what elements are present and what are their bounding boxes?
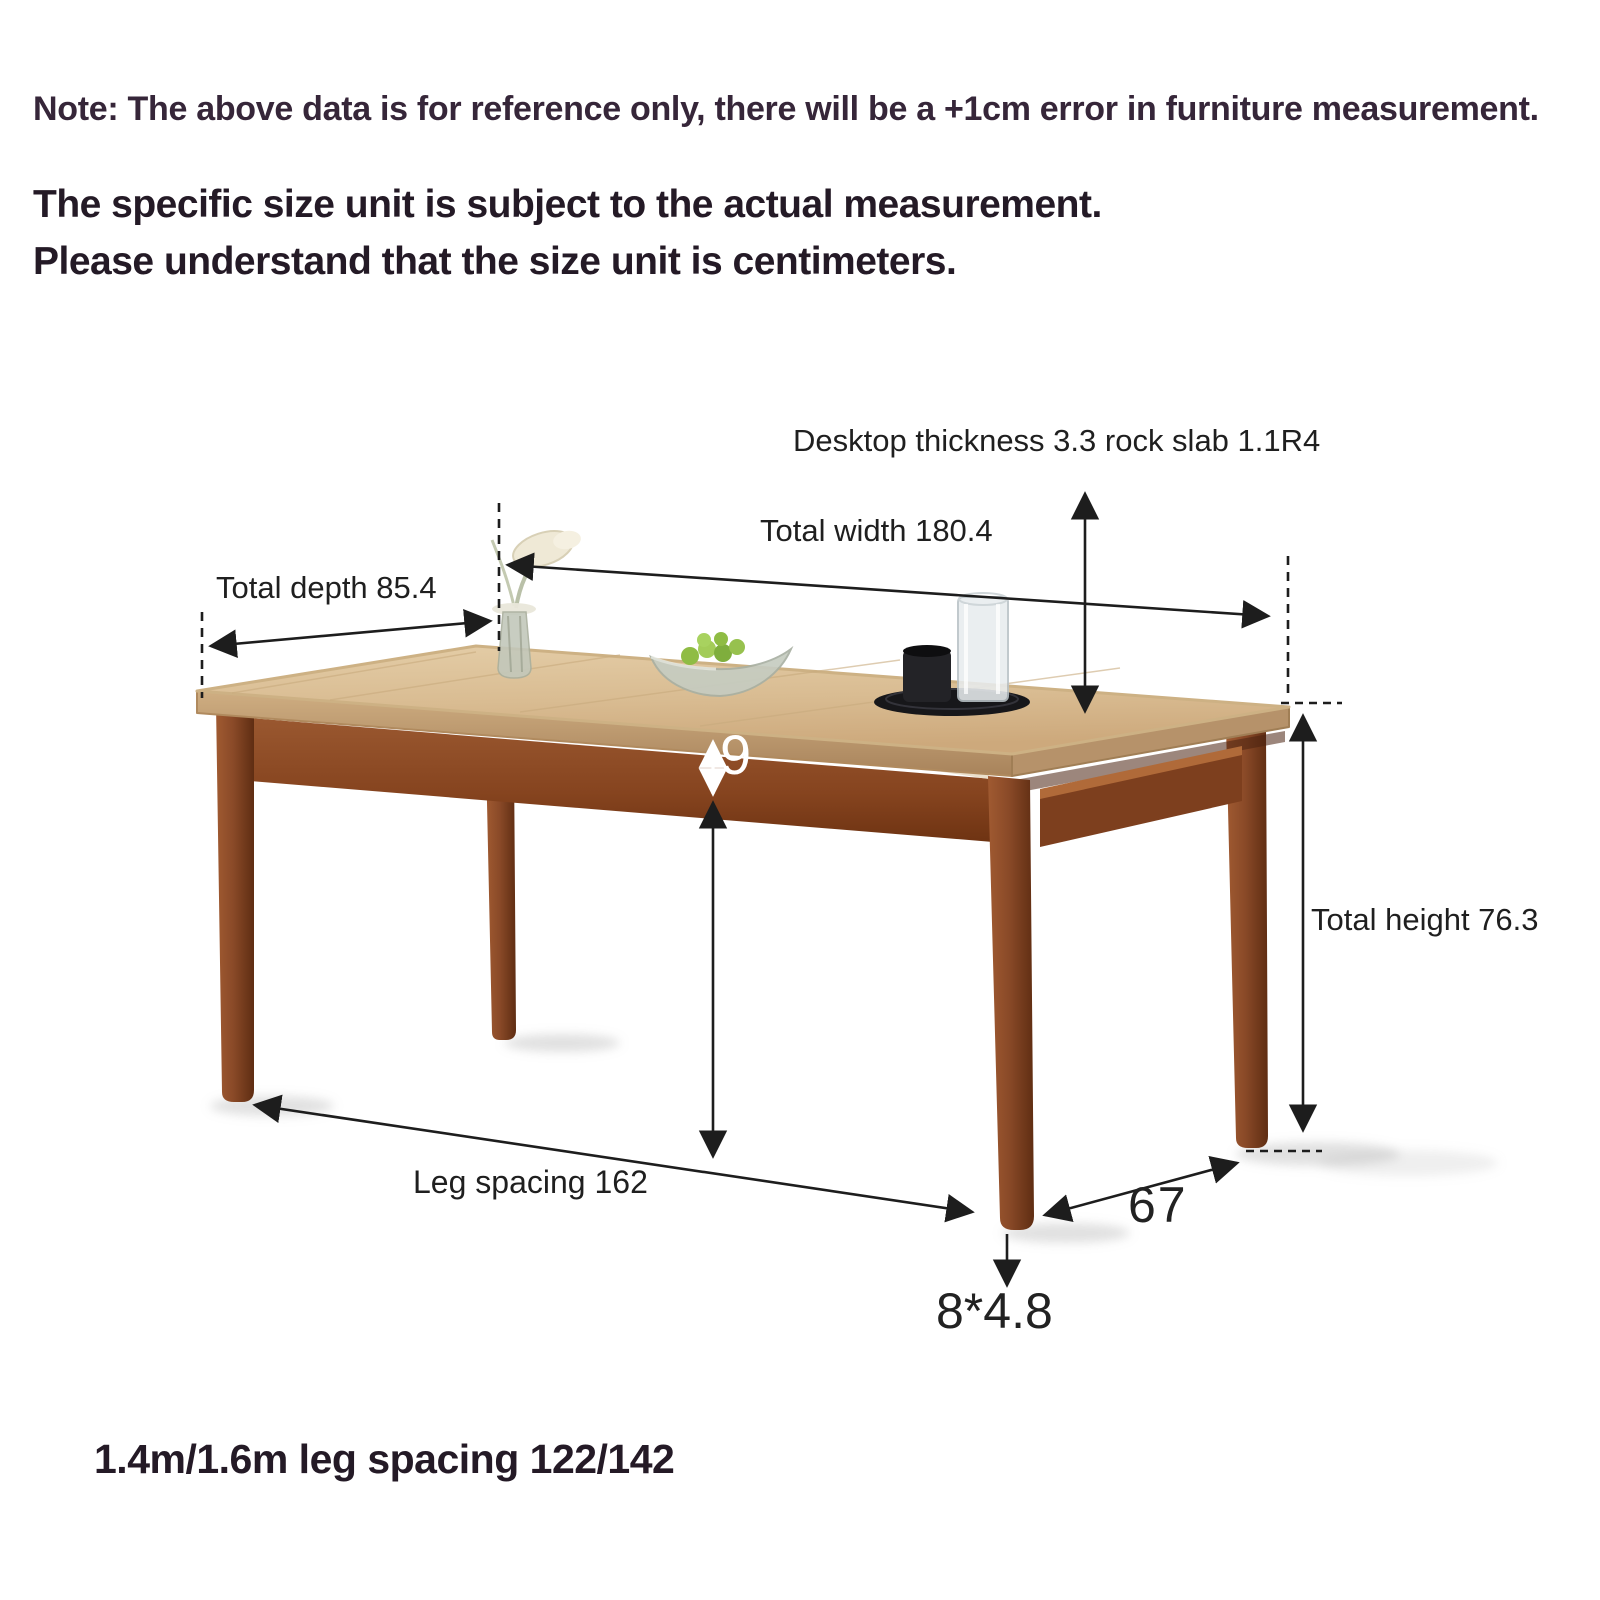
black-cup: [903, 645, 951, 702]
size-unit-note-line2: Please understand that the size unit is centimeters.: [33, 240, 957, 283]
water-glass: [958, 593, 1008, 701]
leg-section-value: 8*4.8: [936, 1283, 1053, 1339]
desktop-thickness-label: Desktop thickness 3.3 rock slab 1.1R4: [793, 423, 1321, 458]
size-unit-note-line1: The specific size unit is subject to the actual measurement.: [33, 183, 1102, 226]
floor-shadows: [210, 1034, 1498, 1243]
total-height-label: Total height 76.3: [1311, 902, 1539, 937]
total-depth-label: Total depth 85.4: [216, 570, 437, 605]
footer-leg-spacing-note: 1.4m/1.6m leg spacing 122/142: [94, 1436, 675, 1482]
apron-height-value: 9: [720, 723, 752, 786]
total-width-label: Total width 180.4: [760, 513, 993, 548]
side-leg-spacing-value: 67: [1128, 1177, 1188, 1233]
drink-tray: [874, 593, 1030, 716]
vase-body: [498, 612, 531, 678]
leg-spacing-label: Leg spacing 162: [413, 1164, 648, 1200]
note-text: Note: The above data is for reference only, there will be a +1cm error in furniture measurement.: [33, 90, 1539, 128]
table-front-left-leg: [216, 704, 254, 1102]
table-front-right-leg: [988, 776, 1034, 1230]
